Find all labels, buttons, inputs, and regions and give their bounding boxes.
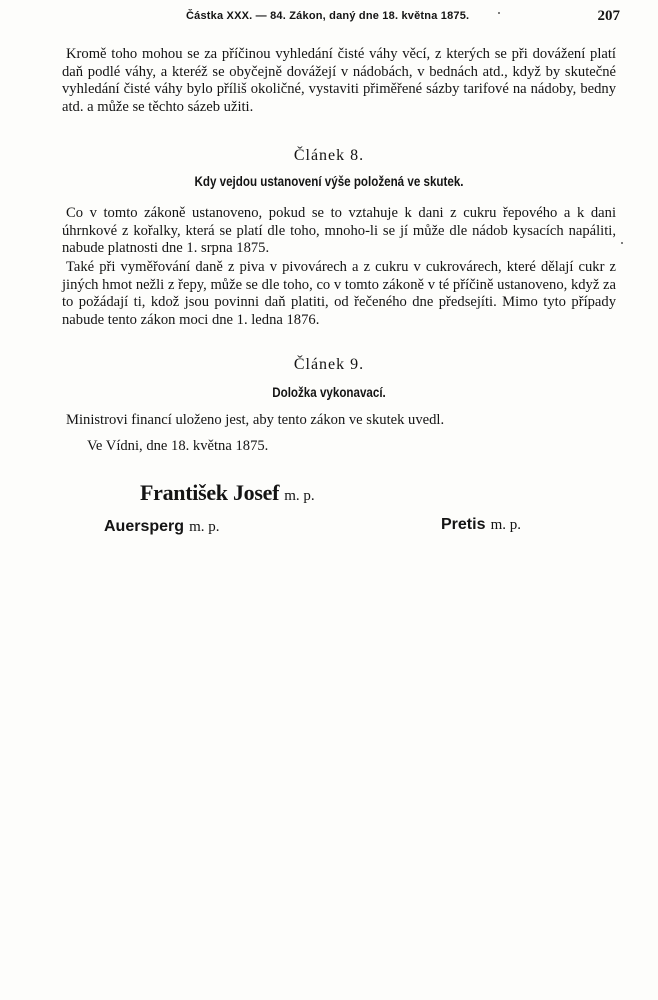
signature-pretis	[441, 514, 521, 534]
signature-pretis-suffix: m. p.	[490, 517, 521, 533]
paragraph-beer-sugar: Také při vyměřování daně z piva v pivovárech a z cukru v cukrovárech, které dělají cukr z jiných hmot nežli z řepy, může se dle toho, co v tomto zákoně v té příčině ustanoveno, když za to požádají ti, kdož jsou povinni daň platiti, od řečeného dne předsejíti. Mimo tyto případy nabude tento zákon moci dne 1. ledna 1876.	[62, 259, 616, 328]
paragraph-tare-rates: Kromě toho mohou se za příčinou vyhledání čisté váhy věcí, z kterých se při dovážení platí daň podlé váhy, a kteréž se obyčejně dovážejí v nádobách, v bednách atd., když by skutečné vyhledání čisté váhy bylo příliš okoličné, vystaviti přiměřené sázby tarifové na nádoby, bedny atd. a může se těchto sázeb užiti.	[62, 46, 616, 115]
article-8-heading: Článek 8.	[293, 147, 365, 164]
paragraph-execution-clause: Ministrovi financí uloženo jest, aby tento zákon ve skutek uvedl.	[66, 412, 445, 428]
signature-emperor-name: František Josef	[140, 480, 280, 505]
article-8-subheading: Kdy vejdou ustanovení výše položená ve skutek.	[194, 174, 464, 189]
page-number: 207	[597, 8, 620, 24]
article-9-subheading: Doložka vykonavací.	[272, 385, 386, 400]
signature-auersperg	[104, 516, 220, 536]
signature-pretis-name: Pretis	[441, 516, 486, 533]
scan-speck	[498, 12, 500, 14]
page-header	[60, 8, 620, 28]
running-head: Částka XXX. — 84. Zákon, daný dne 18. května 1875.	[186, 10, 470, 22]
scan-speck	[621, 242, 623, 244]
place-date-line: Ve Vídni, dne 18. května 1875.	[87, 438, 269, 454]
signature-auersperg-name: Auersperg	[104, 518, 185, 535]
article-9-heading: Článek 9.	[293, 356, 365, 373]
signature-auersperg-suffix: m. p.	[189, 519, 220, 535]
paragraph-effective-date: Co v tomto zákoně ustanoveno, pokud se to vztahuje k dani z cukru řepového a k dani úhrnkové z kořalky, která se platí dle toho, mnoho-li se jí může dle nádob kysacích napáliti, nabude platnosti dne 1. srpna 1875.	[62, 205, 616, 257]
signature-emperor	[140, 480, 315, 506]
signature-emperor-suffix: m. p.	[284, 488, 315, 504]
